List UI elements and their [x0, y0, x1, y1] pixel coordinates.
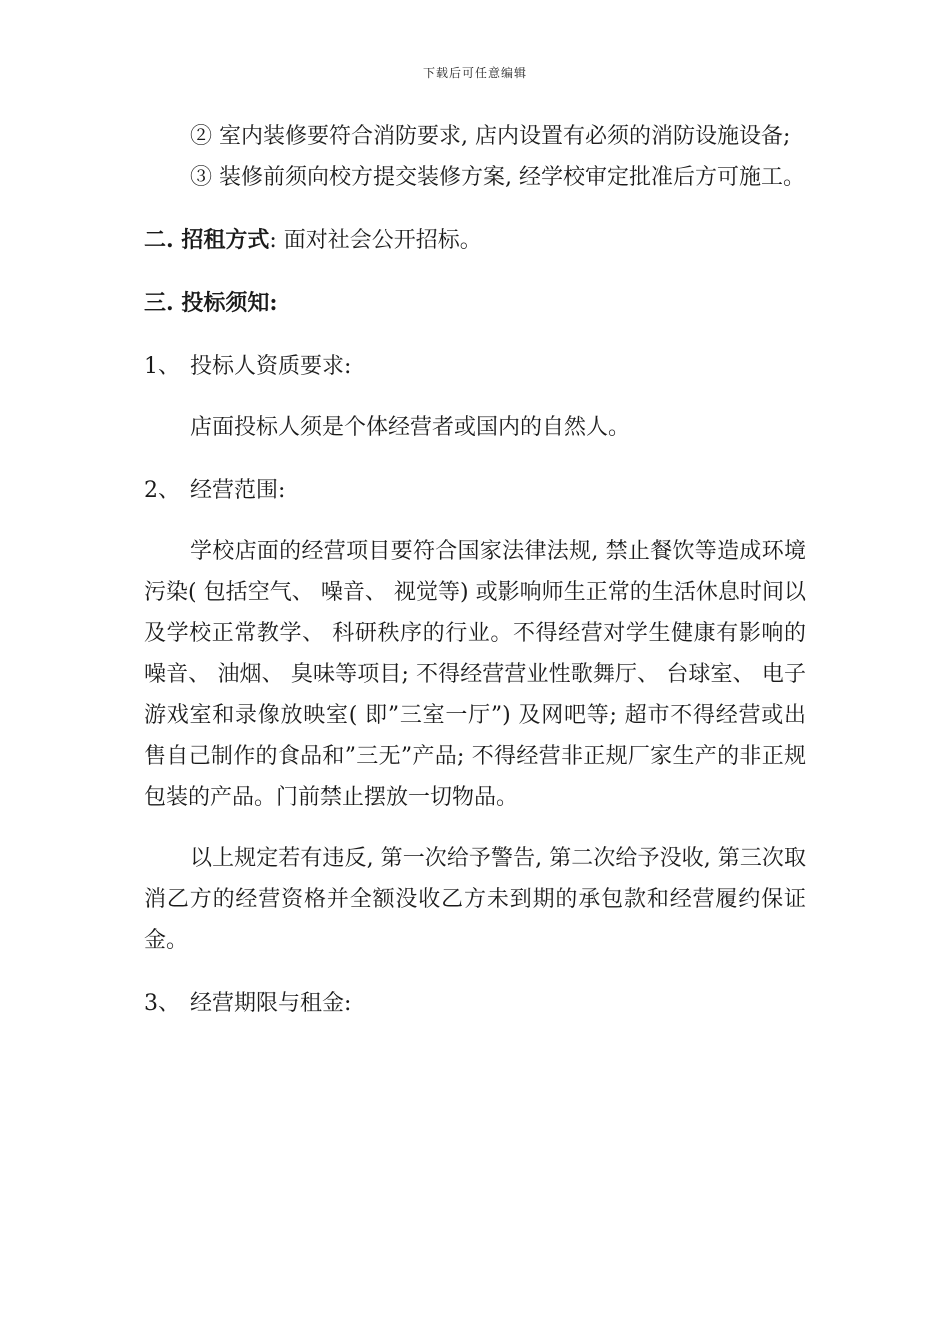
list-number: 2、 — [144, 478, 180, 503]
section-heading-bidding-notice: 三. 投标须知: — [144, 290, 278, 316]
section-title: 二. 招租方式 — [144, 227, 270, 253]
paragraph-penalty: 以上规定若有违反, 第一次给予警告, 第二次给予没收, 第三次取消乙方的经营资格并全额没收乙方未到期的承包款和经营履约保证金。 — [144, 846, 806, 953]
header-note: 下载后可任意编辑 — [422, 66, 527, 80]
document-body — [144, 116, 806, 1024]
list-item-qualification — [144, 346, 806, 387]
paragraph-qualification: 店面投标人须是个体经营者或国内的自然人。 — [190, 415, 631, 440]
list-item-scope — [144, 470, 806, 511]
list-number: 3、 — [144, 991, 180, 1016]
section-colon: : — [269, 228, 277, 253]
list-label: 经营范围: — [190, 478, 286, 503]
list-number: 1、 — [144, 354, 180, 379]
section-text: 面对社会公开招标。 — [276, 228, 482, 253]
paragraph-decoration-plan: ③ 装修前须向校方提交装修方案, 经学校审定批准后方可施工。 — [190, 165, 805, 190]
paragraph-scope: 学校店面的经营项目要符合国家法律法规, 禁止餐饮等造成环境污染( 包括空气、 噪音、 视觉等) 或影响师生正常的生活休息时间以及学校正常教学、 科研秩序的行业。不得经营对学生健康有影响的噪音、 油烟、 臭味等项目; 不得经营营业性歌舞厅、 台球室、 电子游戏室和录像放映室( 即”三室一厅”) 及网吧等; 超市不得经营或出售自己制作的食品和”三无”产品; 不得经营非正规厂家生产的非正规包装的产品。门前禁止摆放一切物品。 — [144, 539, 806, 810]
list-label: 经营期限与租金: — [190, 991, 352, 1016]
section-heading-leasing-method — [144, 220, 806, 261]
list-item-term-rent — [144, 983, 806, 1024]
paragraph-decoration-fire: ② 室内装修要符合消防要求, 店内设置有必须的消防设施设备; — [190, 124, 791, 149]
list-label: 投标人资质要求: — [190, 354, 352, 379]
